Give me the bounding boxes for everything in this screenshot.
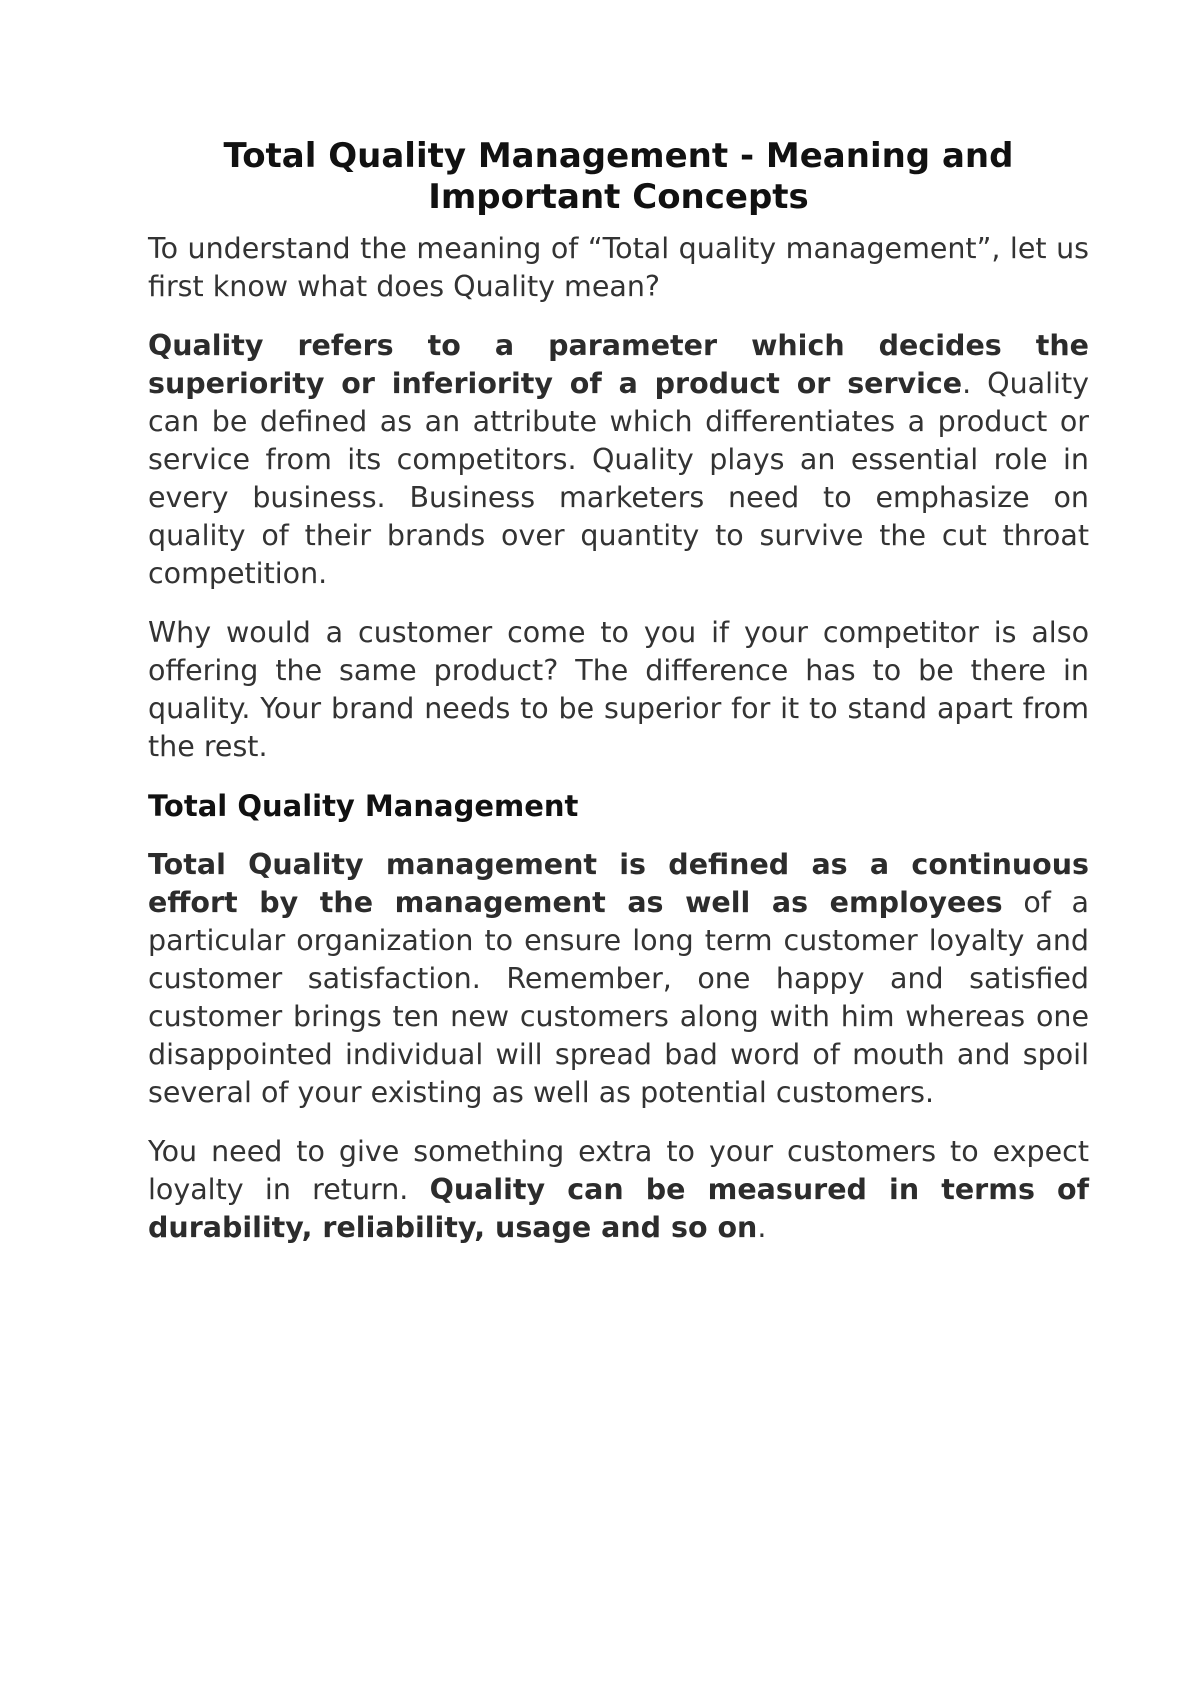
- quality-definition-paragraph: [148, 327, 1089, 593]
- loyalty-paragraph: [148, 1133, 1089, 1247]
- tqm-definition-text: of a particular organization to ensure long term customer loyalty and customer satisfaction. Remember, one happy and satisfied customer brings ten new customers along with him whereas one disappointed individual will spread bad word of mouth and spoil several of your existing as well as potential customers.: [148, 886, 1089, 1109]
- loyalty-text-start: You need to give something extra to your customers to expect loyalty in return.: [148, 1135, 1089, 1206]
- document-page: [148, 136, 1089, 1268]
- section-heading-tqm: Total Quality Management: [148, 789, 579, 823]
- document-title: Total Quality Management - Meaning and Important Concepts: [223, 136, 1014, 217]
- tqm-definition-paragraph: [148, 846, 1089, 1112]
- tqm-definition-bold: Total Quality management is defined as a continuous effort by the management as well as employees: [148, 848, 1089, 919]
- intro-paragraph: To understand the meaning of “Total quality management”, let us first know what does Quality mean?: [148, 232, 1089, 303]
- quality-definition-text: . Quality can be defined as an attribute which differentiates a product or service from its competitors. Quality plays an essential role in every business. Business marketers need to emphasize on quality of their brands over quantity to survive the cut throat competition.: [148, 367, 1089, 590]
- why-customer-paragraph: Why would a customer come to you if your competitor is also offering the same product? The difference has to be there in quality. Your brand needs to be superior for it to stand apart from the rest.: [148, 616, 1089, 763]
- quality-definition-bold: Quality refers to a parameter which decides the superiority or inferiority of a product or service: [148, 329, 1089, 400]
- loyalty-text-end: .: [757, 1211, 767, 1244]
- loyalty-text-bold: Quality can be measured in terms of durability, reliability, usage and so on: [148, 1173, 1090, 1244]
